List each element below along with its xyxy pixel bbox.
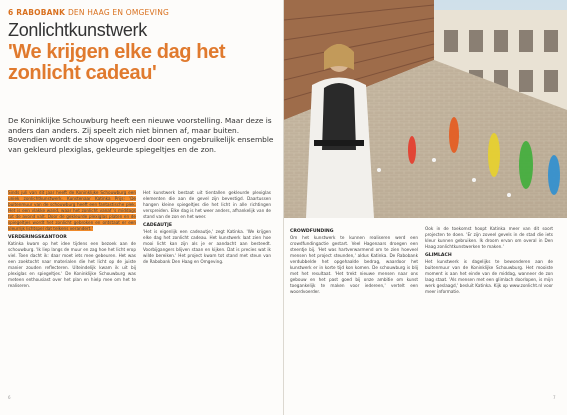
body-column-3 (290, 226, 418, 295)
paragraph: Katinka kwam op het idee tijdens een bezoek aan de schouwburg. 'Ik liep langs de muur en zag hoe het licht erop viel. Toen dacht ik: daar moet iets mee gebeuren. Het was een zoektocht naar materialen die het licht op de juiste manier zouden reflecteren. Uiteindelijk kwam ik uit bij plexiglas en spiegeltjes.' De Koninklijke Schouwburg was meteen enthousiast over het plan en hielp mee om het te realiseren. (8, 241, 136, 288)
article-photo (284, 0, 567, 218)
article-headline: 'We krijgen elke dag het zonlicht cadeau' (8, 41, 226, 84)
body-column-2 (143, 190, 271, 265)
page-header (8, 8, 169, 17)
paragraph: 'Het is eigenlijk een cadeautje,' zegt Katinka. 'We krijgen elke dag het zonlicht cadeau. Het kunstwerk laat zien hoe mooi licht kan zijn als je er aandacht aan besteedt. Voorbijgangers blijven staan en kijken. Dat is precies wat ik wilde bereiken.' Het project kwam tot stand met steun van de Rabobank Den Haag en Omgeving. (143, 229, 271, 264)
body-column-4 (425, 226, 553, 295)
subhead-3: CROWDFUNDING (290, 229, 334, 234)
paragraph: Het kunstwerk is dagelijks te bewonderen aan de buitenmuur van de Koninklijke Schouwburg. Het mooiste moment is aan het einde van de middag, wanneer de zon laag staat. 'Als mensen met een glimlach doorlopen, is mijn werk geslaagd,' besluit Katinka. Kijk op www.zonlicht.nl voor meer informatie. (425, 259, 553, 294)
section-name: DEN HAAG EN OMGEVING (67, 8, 170, 17)
footer-left: 6 (8, 395, 11, 400)
paragraph: Ook in de toekomst hoopt Katinka meer van dit soort projecten te doen. 'Er zijn zoveel gevels in de stad die iets kleur kunnen gebruiken. Ik droom ervan om overal in Den Haag zonlichtkunstwerken te maken.' (425, 226, 553, 249)
article-kicker: Zonlichtkunstwerk (8, 20, 147, 40)
subhead-4: GLIMLACH (425, 253, 452, 258)
highlighted-paragraph: Sinds juli van dit jaar heeft de Koninklijke Schouwburg een uniek zonlichtkunstwerk. Kunstenaar Katinka Prijs: 'De buitenmuur van de schouwburg heeft een fantastische plek. Het is een vlakke wand, waar het zonlicht vanaf 's middags tot de avond valt. Door de gekleurde plexiglas platen en de spiegeltjes wordt het zonlicht gebroken en ontstaat er een kleurrijk lichtspel dat telkens verandert.' (8, 190, 136, 231)
paragraph: Het kunstwerk bestaat uit tientallen gekleurde plexiglas elementen die aan de gevel zijn bevestigd. Daartussen hangen kleine spiegeltjes die het licht in alle richtingen verspreiden. Elke dag is het weer anders, afhankelijk van de stand van de zon en het weer. (143, 190, 271, 219)
subhead-1: VERDERINGSKANTOOR (8, 235, 67, 240)
paragraph: Om het kunstwerk te kunnen realiseren werd een crowdfundingactie gestart. Veel Hagenaars droegen een steentje bij. 'Het was hartverwarmend om te zien hoeveel mensen het project steunden,' aldus Katinka. De Rabobank verdubbelde het opgehaalde bedrag, waardoor het kunstwerk er in korte tijd kon komen. (290, 235, 418, 270)
photo-illustration (284, 0, 567, 218)
brand-name: RABOBANK (16, 8, 66, 17)
article-intro: De Koninklijke Schouwburg heeft een nieuwe voorstelling. Maar deze is anders dan anders. Zij speelt zich niet binnen af, maar buiten. Bovendien wordt de show opgevoerd door een ongebruikelijk ensemble van gekleurd plexiglas, gekleurde spiegeltjes en de zon. (8, 116, 274, 154)
body-column-1 (8, 190, 136, 289)
paragraph: De schouwburg is blij met het resultaat. 'Het trekt nieuwe mensen naar ons gebouw en het past goed bij onze ambitie om kunst toegankelijk te maken voor iedereen,' vertelt een woordvoerder. (290, 265, 418, 294)
left-page (0, 0, 283, 415)
footer-right: 7 (553, 395, 556, 400)
subhead-2: CADEAUTJE (143, 223, 173, 228)
page-number: 6 (8, 8, 14, 17)
